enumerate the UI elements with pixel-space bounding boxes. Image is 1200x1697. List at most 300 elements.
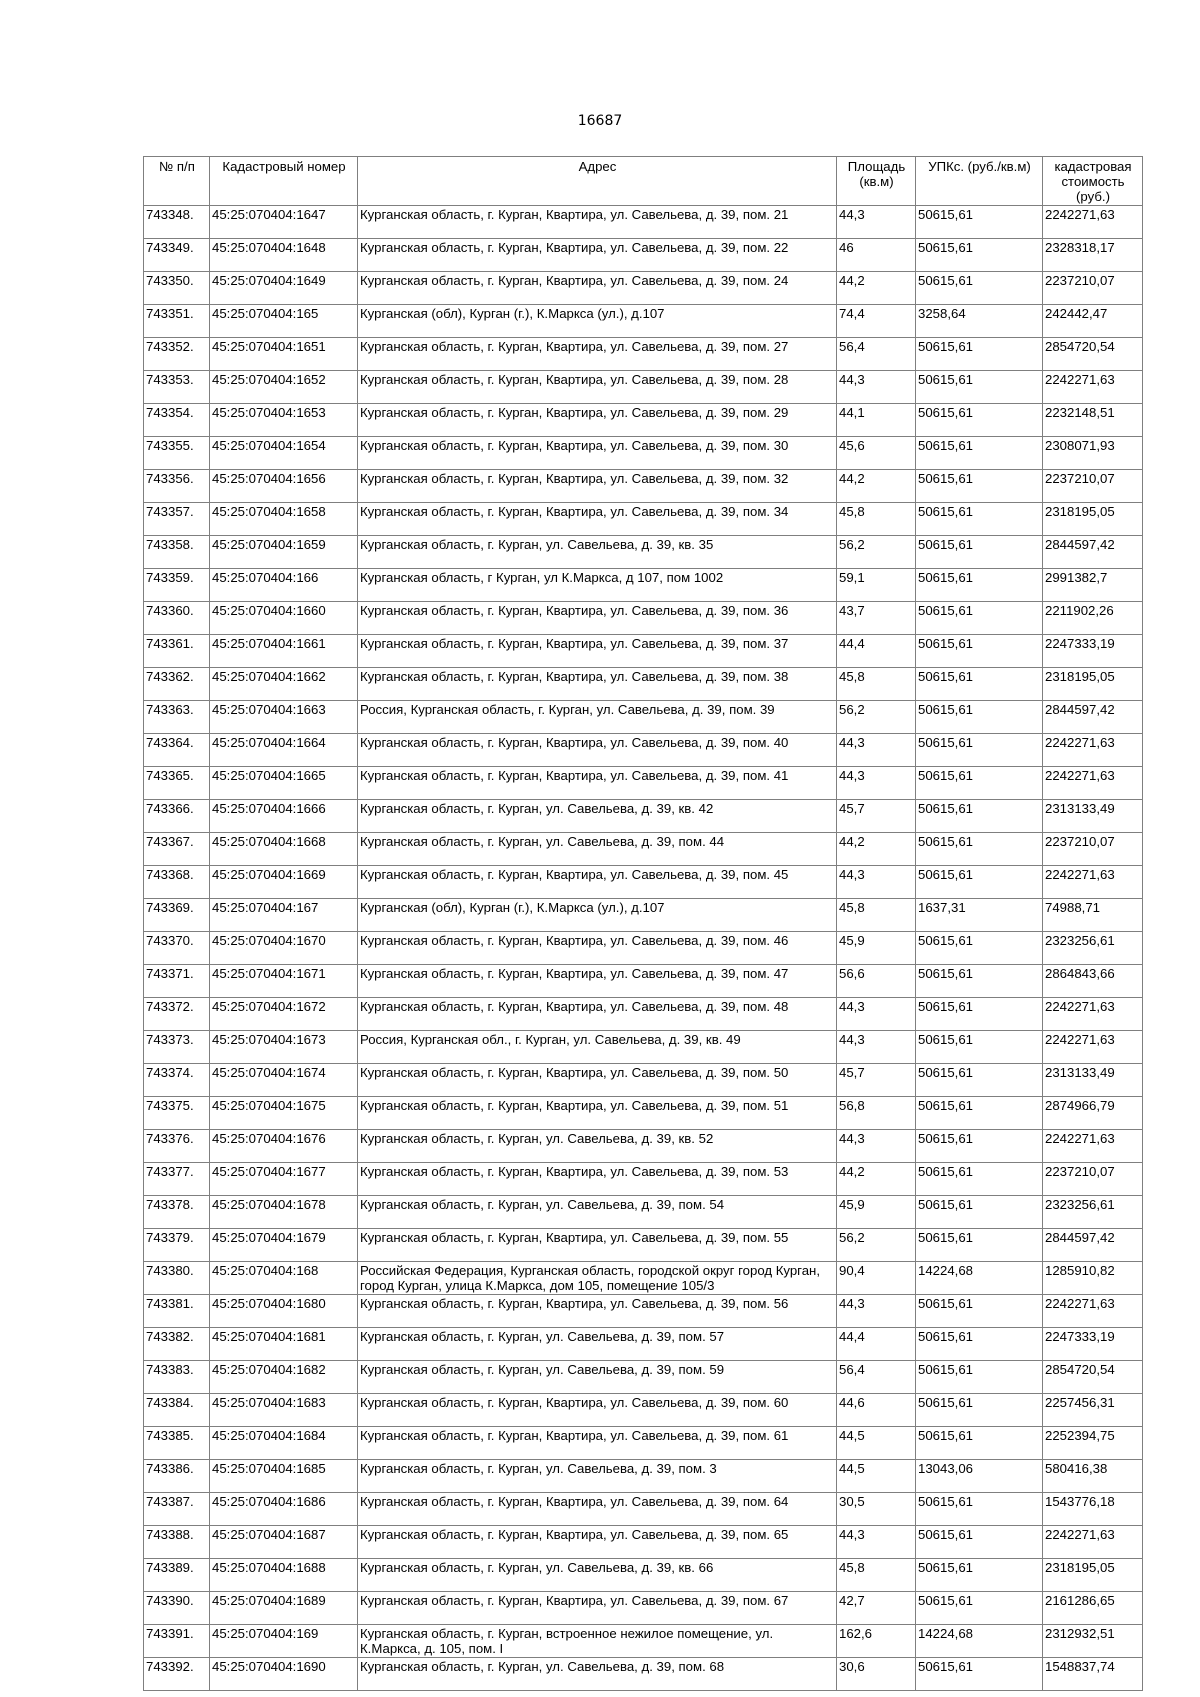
cell-cadastral-cost: 2313133,49 bbox=[1043, 1064, 1143, 1097]
cell-upks: 50615,61 bbox=[916, 668, 1043, 701]
table-row bbox=[144, 1262, 1143, 1295]
cell-area: 44,2 bbox=[837, 272, 916, 305]
table-row bbox=[144, 767, 1143, 800]
table-row bbox=[144, 272, 1143, 305]
cell-cadastral-number: 45:25:070404:1675 bbox=[210, 1097, 358, 1130]
cell-num: 743391. bbox=[144, 1625, 210, 1658]
table-row bbox=[144, 866, 1143, 899]
table-row bbox=[144, 998, 1143, 1031]
cell-num: 743388. bbox=[144, 1526, 210, 1559]
cell-num: 743359. bbox=[144, 569, 210, 602]
cell-cadastral-cost: 2242271,63 bbox=[1043, 206, 1143, 239]
cell-upks: 50615,61 bbox=[916, 1064, 1043, 1097]
cell-num: 743372. bbox=[144, 998, 210, 1031]
cell-address: Курганская область, г. Курган, Квартира, ул. Савельева, д. 39, пом. 56 bbox=[358, 1295, 837, 1328]
cell-cadastral-number: 45:25:070404:1648 bbox=[210, 239, 358, 272]
table-row bbox=[144, 1196, 1143, 1229]
cell-num: 743364. bbox=[144, 734, 210, 767]
cell-address: Курганская область, г. Курган, Квартира, ул. Савельева, д. 39, пом. 67 bbox=[358, 1592, 837, 1625]
cell-area: 44,3 bbox=[837, 371, 916, 404]
cell-cadastral-cost: 1543776,18 bbox=[1043, 1493, 1143, 1526]
cell-cadastral-cost: 2242271,63 bbox=[1043, 734, 1143, 767]
cell-area: 44,2 bbox=[837, 833, 916, 866]
table-row bbox=[144, 239, 1143, 272]
cell-address: Курганская область, г. Курган, Квартира, ул. Савельева, д. 39, пом. 30 bbox=[358, 437, 837, 470]
cell-cadastral-cost: 2232148,51 bbox=[1043, 404, 1143, 437]
cell-num: 743355. bbox=[144, 437, 210, 470]
cell-address: Курганская область, г. Курган, Квартира, ул. Савельева, д. 39, пом. 27 bbox=[358, 338, 837, 371]
cell-num: 743362. bbox=[144, 668, 210, 701]
cell-address: Курганская область, г. Курган, Квартира, ул. Савельева, д. 39, пом. 41 bbox=[358, 767, 837, 800]
table-row bbox=[144, 1526, 1143, 1559]
cell-cadastral-cost: 2844597,42 bbox=[1043, 1229, 1143, 1262]
cell-cadastral-number: 45:25:070404:167 bbox=[210, 899, 358, 932]
cell-address: Курганская область, г. Курган, Квартира, ул. Савельева, д. 39, пом. 47 bbox=[358, 965, 837, 998]
cell-cadastral-cost: 1548837,74 bbox=[1043, 1658, 1143, 1691]
cell-address: Россия, Курганская обл., г. Курган, ул. Савельева, д. 39, кв. 49 bbox=[358, 1031, 837, 1064]
cell-area: 44,3 bbox=[837, 866, 916, 899]
cell-area: 56,4 bbox=[837, 338, 916, 371]
cell-cadastral-number: 45:25:070404:1671 bbox=[210, 965, 358, 998]
cell-address: Курганская область, г. Курган, ул. Савельева, д. 39, кв. 42 bbox=[358, 800, 837, 833]
cell-num: 743373. bbox=[144, 1031, 210, 1064]
cell-area: 45,7 bbox=[837, 800, 916, 833]
cell-address: Курганская область, г. Курган, ул. Савельева, д. 39, кв. 52 bbox=[358, 1130, 837, 1163]
cell-cadastral-number: 45:25:070404:1668 bbox=[210, 833, 358, 866]
cell-cadastral-number: 45:25:070404:1660 bbox=[210, 602, 358, 635]
cell-upks: 50615,61 bbox=[916, 470, 1043, 503]
cell-address: Курганская область, г. Курган, Квартира, ул. Савельева, д. 39, пом. 45 bbox=[358, 866, 837, 899]
cell-upks: 50615,61 bbox=[916, 635, 1043, 668]
cell-cadastral-cost: 2874966,79 bbox=[1043, 1097, 1143, 1130]
table-row bbox=[144, 1460, 1143, 1493]
cell-upks: 50615,61 bbox=[916, 1295, 1043, 1328]
table-row bbox=[144, 503, 1143, 536]
cell-cadastral-cost: 2328318,17 bbox=[1043, 239, 1143, 272]
cell-area: 74,4 bbox=[837, 305, 916, 338]
cell-cadastral-number: 45:25:070404:1662 bbox=[210, 668, 358, 701]
cell-cadastral-cost: 2247333,19 bbox=[1043, 1328, 1143, 1361]
table-row bbox=[144, 833, 1143, 866]
cell-upks: 50615,61 bbox=[916, 734, 1043, 767]
cell-upks: 1637,31 bbox=[916, 899, 1043, 932]
cell-upks: 50615,61 bbox=[916, 932, 1043, 965]
cell-address: Курганская область, г. Курган, Квартира, ул. Савельева, д. 39, пом. 21 bbox=[358, 206, 837, 239]
cell-cadastral-number: 45:25:070404:1679 bbox=[210, 1229, 358, 1262]
cell-cadastral-number: 45:25:070404:1651 bbox=[210, 338, 358, 371]
table-row bbox=[144, 1064, 1143, 1097]
cell-cadastral-cost: 74988,71 bbox=[1043, 899, 1143, 932]
cell-num: 743385. bbox=[144, 1427, 210, 1460]
cell-address: Курганская область, г. Курган, Квартира, ул. Савельева, д. 39, пом. 64 bbox=[358, 1493, 837, 1526]
cell-num: 743369. bbox=[144, 899, 210, 932]
cell-address: Курганская (обл), Курган (г.), К.Маркса (ул.), д.107 bbox=[358, 899, 837, 932]
cell-cadastral-number: 45:25:070404:1659 bbox=[210, 536, 358, 569]
table-body bbox=[144, 206, 1143, 1691]
cell-num: 743358. bbox=[144, 536, 210, 569]
cell-cadastral-cost: 580416,38 bbox=[1043, 1460, 1143, 1493]
cell-area: 45,8 bbox=[837, 503, 916, 536]
cell-upks: 50615,61 bbox=[916, 1526, 1043, 1559]
cell-num: 743387. bbox=[144, 1493, 210, 1526]
cell-cadastral-number: 45:25:070404:1683 bbox=[210, 1394, 358, 1427]
cell-cadastral-number: 45:25:070404:168 bbox=[210, 1262, 358, 1295]
cell-num: 743371. bbox=[144, 965, 210, 998]
cell-upks: 50615,61 bbox=[916, 1658, 1043, 1691]
cell-num: 743361. bbox=[144, 635, 210, 668]
cell-cadastral-number: 45:25:070404:1658 bbox=[210, 503, 358, 536]
cell-area: 30,6 bbox=[837, 1658, 916, 1691]
cell-cadastral-number: 45:25:070404:1684 bbox=[210, 1427, 358, 1460]
cell-cadastral-cost: 2313133,49 bbox=[1043, 800, 1143, 833]
cell-cadastral-number: 45:25:070404:1661 bbox=[210, 635, 358, 668]
cell-area: 44,3 bbox=[837, 767, 916, 800]
cell-upks: 50615,61 bbox=[916, 1559, 1043, 1592]
cell-cadastral-number: 45:25:070404:1653 bbox=[210, 404, 358, 437]
table-row bbox=[144, 899, 1143, 932]
cell-cadastral-cost: 2318195,05 bbox=[1043, 1559, 1143, 1592]
cell-area: 44,3 bbox=[837, 1526, 916, 1559]
cell-cadastral-number: 45:25:070404:1672 bbox=[210, 998, 358, 1031]
cell-num: 743374. bbox=[144, 1064, 210, 1097]
cell-cadastral-cost: 1285910,82 bbox=[1043, 1262, 1143, 1295]
cell-cadastral-cost: 2237210,07 bbox=[1043, 833, 1143, 866]
table-row bbox=[144, 635, 1143, 668]
table-row bbox=[144, 305, 1143, 338]
table-row bbox=[144, 1559, 1143, 1592]
cell-num: 743377. bbox=[144, 1163, 210, 1196]
cell-num: 743368. bbox=[144, 866, 210, 899]
cell-area: 56,2 bbox=[837, 536, 916, 569]
cell-num: 743366. bbox=[144, 800, 210, 833]
cell-num: 743351. bbox=[144, 305, 210, 338]
table-row bbox=[144, 338, 1143, 371]
cell-area: 90,4 bbox=[837, 1262, 916, 1295]
cell-num: 743375. bbox=[144, 1097, 210, 1130]
cell-address: Курганская область, г. Курган, встроенное нежилое помещение, ул. К.Маркса, д. 105, пом. I bbox=[358, 1625, 837, 1658]
table-row bbox=[144, 1130, 1143, 1163]
cell-num: 743354. bbox=[144, 404, 210, 437]
table-row bbox=[144, 569, 1143, 602]
table-row bbox=[144, 206, 1143, 239]
cell-cadastral-number: 45:25:070404:1682 bbox=[210, 1361, 358, 1394]
table-row bbox=[144, 1493, 1143, 1526]
table-row bbox=[144, 470, 1143, 503]
cell-cadastral-number: 45:25:070404:165 bbox=[210, 305, 358, 338]
table-row bbox=[144, 602, 1143, 635]
table-header-row bbox=[144, 157, 1143, 206]
cell-upks: 50615,61 bbox=[916, 1097, 1043, 1130]
cell-upks: 50615,61 bbox=[916, 1427, 1043, 1460]
cell-area: 44,3 bbox=[837, 1031, 916, 1064]
cell-address: Российская Федерация, Курганская область, городской округ город Курган, город Курган, улица К.Маркса, дом 105, помещение 105/3 bbox=[358, 1262, 837, 1295]
table-row bbox=[144, 1328, 1143, 1361]
table-row bbox=[144, 371, 1143, 404]
cell-cadastral-cost: 2237210,07 bbox=[1043, 1163, 1143, 1196]
cell-cadastral-number: 45:25:070404:1652 bbox=[210, 371, 358, 404]
cell-area: 45,9 bbox=[837, 1196, 916, 1229]
cell-cadastral-number: 45:25:070404:1689 bbox=[210, 1592, 358, 1625]
cell-upks: 50615,61 bbox=[916, 1394, 1043, 1427]
cell-num: 743349. bbox=[144, 239, 210, 272]
cell-address: Курганская область, г. Курган, Квартира, ул. Савельева, д. 39, пом. 37 bbox=[358, 635, 837, 668]
cell-address: Курганская область, г. Курган, Квартира, ул. Савельева, д. 39, пом. 48 bbox=[358, 998, 837, 1031]
cell-num: 743386. bbox=[144, 1460, 210, 1493]
cell-address: Курганская область, г. Курган, Квартира, ул. Савельева, д. 39, пом. 22 bbox=[358, 239, 837, 272]
cell-upks: 50615,61 bbox=[916, 866, 1043, 899]
header-num: № п/п bbox=[144, 157, 210, 206]
cell-cadastral-number: 45:25:070404:1649 bbox=[210, 272, 358, 305]
cell-cadastral-cost: 2242271,63 bbox=[1043, 1031, 1143, 1064]
cell-cadastral-cost: 2257456,31 bbox=[1043, 1394, 1143, 1427]
cell-address: Курганская область, г. Курган, Квартира, ул. Савельева, д. 39, пом. 60 bbox=[358, 1394, 837, 1427]
cell-cadastral-cost: 2854720,54 bbox=[1043, 1361, 1143, 1394]
table-row bbox=[144, 1163, 1143, 1196]
table-row bbox=[144, 734, 1143, 767]
cell-cadastral-cost: 2161286,65 bbox=[1043, 1592, 1143, 1625]
cell-cadastral-cost: 2318195,05 bbox=[1043, 503, 1143, 536]
cell-address: Курганская область, г. Курган, ул. Савельева, д. 39, пом. 68 bbox=[358, 1658, 837, 1691]
cell-area: 44,4 bbox=[837, 635, 916, 668]
cell-num: 743356. bbox=[144, 470, 210, 503]
cell-upks: 50615,61 bbox=[916, 1130, 1043, 1163]
cell-cadastral-number: 45:25:070404:1665 bbox=[210, 767, 358, 800]
cell-num: 743353. bbox=[144, 371, 210, 404]
cell-area: 46 bbox=[837, 239, 916, 272]
cell-num: 743389. bbox=[144, 1559, 210, 1592]
table-row bbox=[144, 701, 1143, 734]
table-row bbox=[144, 437, 1143, 470]
table-row bbox=[144, 1229, 1143, 1262]
table-row bbox=[144, 965, 1143, 998]
cell-area: 43,7 bbox=[837, 602, 916, 635]
cell-address: Россия, Курганская область, г. Курган, ул. Савельева, д. 39, пом. 39 bbox=[358, 701, 837, 734]
cell-upks: 50615,61 bbox=[916, 767, 1043, 800]
cell-area: 45,8 bbox=[837, 899, 916, 932]
table-row bbox=[144, 1361, 1143, 1394]
cell-upks: 14224,68 bbox=[916, 1262, 1043, 1295]
cell-cadastral-number: 45:25:070404:1677 bbox=[210, 1163, 358, 1196]
cell-area: 56,2 bbox=[837, 701, 916, 734]
cell-area: 56,6 bbox=[837, 965, 916, 998]
cell-cadastral-number: 45:25:070404:1654 bbox=[210, 437, 358, 470]
cell-cadastral-cost: 2237210,07 bbox=[1043, 272, 1143, 305]
cell-num: 743380. bbox=[144, 1262, 210, 1295]
header-area: Площадь (кв.м) bbox=[837, 157, 916, 206]
cell-cadastral-cost: 242442,47 bbox=[1043, 305, 1143, 338]
cell-address: Курганская область, г. Курган, Квартира, ул. Савельева, д. 39, пом. 46 bbox=[358, 932, 837, 965]
cell-cadastral-number: 45:25:070404:1676 bbox=[210, 1130, 358, 1163]
cell-address: Курганская область, г. Курган, ул. Савельева, д. 39, пом. 54 bbox=[358, 1196, 837, 1229]
table-row bbox=[144, 1427, 1143, 1460]
cell-upks: 14224,68 bbox=[916, 1625, 1043, 1658]
cell-cadastral-number: 45:25:070404:1685 bbox=[210, 1460, 358, 1493]
cell-upks: 50615,61 bbox=[916, 800, 1043, 833]
cell-address: Курганская область, г. Курган, Квартира, ул. Савельева, д. 39, пом. 36 bbox=[358, 602, 837, 635]
cell-cadastral-cost: 2308071,93 bbox=[1043, 437, 1143, 470]
cell-area: 44,4 bbox=[837, 1328, 916, 1361]
cell-upks: 3258,64 bbox=[916, 305, 1043, 338]
cell-num: 743357. bbox=[144, 503, 210, 536]
cell-area: 44,1 bbox=[837, 404, 916, 437]
cell-upks: 13043,06 bbox=[916, 1460, 1043, 1493]
cell-area: 44,3 bbox=[837, 734, 916, 767]
cell-area: 45,6 bbox=[837, 437, 916, 470]
cell-num: 743381. bbox=[144, 1295, 210, 1328]
cell-area: 45,7 bbox=[837, 1064, 916, 1097]
cell-area: 44,3 bbox=[837, 1130, 916, 1163]
cell-area: 44,6 bbox=[837, 1394, 916, 1427]
cell-cadastral-cost: 2323256,61 bbox=[1043, 1196, 1143, 1229]
cell-address: Курганская область, г. Курган, Квартира, ул. Савельева, д. 39, пом. 32 bbox=[358, 470, 837, 503]
cell-upks: 50615,61 bbox=[916, 602, 1043, 635]
cell-area: 44,5 bbox=[837, 1427, 916, 1460]
cell-upks: 50615,61 bbox=[916, 965, 1043, 998]
cell-num: 743348. bbox=[144, 206, 210, 239]
table-row bbox=[144, 1097, 1143, 1130]
table-row bbox=[144, 1658, 1143, 1691]
table-row bbox=[144, 1592, 1143, 1625]
cell-area: 44,5 bbox=[837, 1460, 916, 1493]
cell-upks: 50615,61 bbox=[916, 1592, 1043, 1625]
cell-num: 743360. bbox=[144, 602, 210, 635]
cell-area: 42,7 bbox=[837, 1592, 916, 1625]
cell-upks: 50615,61 bbox=[916, 1163, 1043, 1196]
cell-area: 44,3 bbox=[837, 206, 916, 239]
table-row bbox=[144, 1625, 1143, 1658]
cell-num: 743390. bbox=[144, 1592, 210, 1625]
table-row bbox=[144, 1295, 1143, 1328]
cell-cadastral-cost: 2242271,63 bbox=[1043, 767, 1143, 800]
cell-cadastral-number: 45:25:070404:1688 bbox=[210, 1559, 358, 1592]
cell-upks: 50615,61 bbox=[916, 1229, 1043, 1262]
cell-cadastral-number: 45:25:070404:1678 bbox=[210, 1196, 358, 1229]
cell-cadastral-number: 45:25:070404:1681 bbox=[210, 1328, 358, 1361]
cell-num: 743370. bbox=[144, 932, 210, 965]
cell-address: Курганская область, г. Курган, Квартира, ул. Савельева, д. 39, пом. 40 bbox=[358, 734, 837, 767]
table-row bbox=[144, 668, 1143, 701]
table-row bbox=[144, 1031, 1143, 1064]
cell-cadastral-cost: 2242271,63 bbox=[1043, 1130, 1143, 1163]
cell-upks: 50615,61 bbox=[916, 272, 1043, 305]
cell-cadastral-cost: 2844597,42 bbox=[1043, 536, 1143, 569]
cell-num: 743367. bbox=[144, 833, 210, 866]
cell-cadastral-cost: 2854720,54 bbox=[1043, 338, 1143, 371]
cell-area: 44,2 bbox=[837, 470, 916, 503]
cell-num: 743376. bbox=[144, 1130, 210, 1163]
cell-cadastral-cost: 2242271,63 bbox=[1043, 1526, 1143, 1559]
cell-address: Курганская область, г. Курган, Квартира, ул. Савельева, д. 39, пом. 51 bbox=[358, 1097, 837, 1130]
cell-address: Курганская область, г. Курган, Квартира, ул. Савельева, д. 39, пом. 28 bbox=[358, 371, 837, 404]
cell-cadastral-cost: 2242271,63 bbox=[1043, 1295, 1143, 1328]
cell-cadastral-number: 45:25:070404:1664 bbox=[210, 734, 358, 767]
cell-cadastral-number: 45:25:070404:1669 bbox=[210, 866, 358, 899]
table-row bbox=[144, 932, 1143, 965]
cell-address: Курганская область, г. Курган, ул. Савельева, д. 39, кв. 35 bbox=[358, 536, 837, 569]
cell-area: 56,2 bbox=[837, 1229, 916, 1262]
cell-upks: 50615,61 bbox=[916, 1196, 1043, 1229]
page-number: 16687 bbox=[577, 113, 623, 129]
cell-upks: 50615,61 bbox=[916, 1328, 1043, 1361]
header-address: Адрес bbox=[358, 157, 837, 206]
cell-area: 44,2 bbox=[837, 1163, 916, 1196]
cell-cadastral-cost: 2211902,26 bbox=[1043, 602, 1143, 635]
cell-upks: 50615,61 bbox=[916, 1031, 1043, 1064]
cell-num: 743352. bbox=[144, 338, 210, 371]
cell-area: 56,8 bbox=[837, 1097, 916, 1130]
cell-area: 30,5 bbox=[837, 1493, 916, 1526]
cell-cadastral-number: 45:25:070404:1686 bbox=[210, 1493, 358, 1526]
cell-upks: 50615,61 bbox=[916, 404, 1043, 437]
cell-area: 44,3 bbox=[837, 1295, 916, 1328]
cell-num: 743383. bbox=[144, 1361, 210, 1394]
header-cadastral-cost: кадастровая стоимость (руб.) bbox=[1043, 157, 1143, 206]
cell-cadastral-number: 45:25:070404:1666 bbox=[210, 800, 358, 833]
cell-address: Курганская область, г. Курган, Квартира, ул. Савельева, д. 39, пом. 24 bbox=[358, 272, 837, 305]
cell-address: Курганская область, г. Курган, ул. Савельева, д. 39, пом. 44 bbox=[358, 833, 837, 866]
cell-num: 743382. bbox=[144, 1328, 210, 1361]
cell-num: 743363. bbox=[144, 701, 210, 734]
cell-num: 743379. bbox=[144, 1229, 210, 1262]
table-row bbox=[144, 800, 1143, 833]
cell-address: Курганская область, г. Курган, ул. Савельева, д. 39, пом. 3 bbox=[358, 1460, 837, 1493]
table-row bbox=[144, 1394, 1143, 1427]
cell-cadastral-number: 45:25:070404:166 bbox=[210, 569, 358, 602]
cell-cadastral-cost: 2242271,63 bbox=[1043, 866, 1143, 899]
cell-address: Курганская область, г. Курган, Квартира, ул. Савельева, д. 39, пом. 65 bbox=[358, 1526, 837, 1559]
table-row bbox=[144, 536, 1143, 569]
cell-cadastral-number: 45:25:070404:1680 bbox=[210, 1295, 358, 1328]
cell-address: Курганская область, г. Курган, Квартира, ул. Савельева, д. 39, пом. 53 bbox=[358, 1163, 837, 1196]
cell-address: Курганская область, г. Курган, Квартира, ул. Савельева, д. 39, пом. 55 bbox=[358, 1229, 837, 1262]
cell-cadastral-cost: 2247333,19 bbox=[1043, 635, 1143, 668]
cell-cadastral-cost: 2252394,75 bbox=[1043, 1427, 1143, 1460]
cell-num: 743392. bbox=[144, 1658, 210, 1691]
cell-upks: 50615,61 bbox=[916, 239, 1043, 272]
cell-upks: 50615,61 bbox=[916, 701, 1043, 734]
cell-address: Курганская область, г. Курган, ул. Савельева, д. 39, кв. 66 bbox=[358, 1559, 837, 1592]
cell-cadastral-number: 45:25:070404:1663 bbox=[210, 701, 358, 734]
header-cadastral-number: Кадастровый номер bbox=[210, 157, 358, 206]
cell-cadastral-cost: 2242271,63 bbox=[1043, 998, 1143, 1031]
cell-area: 56,4 bbox=[837, 1361, 916, 1394]
cell-num: 743350. bbox=[144, 272, 210, 305]
cell-upks: 50615,61 bbox=[916, 833, 1043, 866]
cell-upks: 50615,61 bbox=[916, 536, 1043, 569]
cell-cadastral-cost: 2991382,7 bbox=[1043, 569, 1143, 602]
cell-upks: 50615,61 bbox=[916, 338, 1043, 371]
cell-cadastral-number: 45:25:070404:1647 bbox=[210, 206, 358, 239]
header-upks: УПКс. (руб./кв.м) bbox=[916, 157, 1043, 206]
cell-num: 743384. bbox=[144, 1394, 210, 1427]
cell-upks: 50615,61 bbox=[916, 1493, 1043, 1526]
cadastral-table bbox=[143, 156, 1143, 1691]
cell-address: Курганская область, г. Курган, Квартира, ул. Савельева, д. 39, пом. 38 bbox=[358, 668, 837, 701]
cell-address: Курганская область, г. Курган, ул. Савельева, д. 39, пом. 57 bbox=[358, 1328, 837, 1361]
cell-area: 45,8 bbox=[837, 668, 916, 701]
cell-cadastral-cost: 2242271,63 bbox=[1043, 371, 1143, 404]
cell-cadastral-cost: 2312932,51 bbox=[1043, 1625, 1143, 1658]
cell-area: 59,1 bbox=[837, 569, 916, 602]
cell-cadastral-number: 45:25:070404:1670 bbox=[210, 932, 358, 965]
cell-num: 743378. bbox=[144, 1196, 210, 1229]
cell-address: Курганская область, г. Курган, Квартира, ул. Савельева, д. 39, пом. 50 bbox=[358, 1064, 837, 1097]
cell-cadastral-cost: 2318195,05 bbox=[1043, 668, 1143, 701]
cell-cadastral-number: 45:25:070404:1687 bbox=[210, 1526, 358, 1559]
cell-area: 44,3 bbox=[837, 998, 916, 1031]
cell-address: Курганская область, г. Курган, ул. Савельева, д. 39, пом. 59 bbox=[358, 1361, 837, 1394]
cell-upks: 50615,61 bbox=[916, 371, 1043, 404]
